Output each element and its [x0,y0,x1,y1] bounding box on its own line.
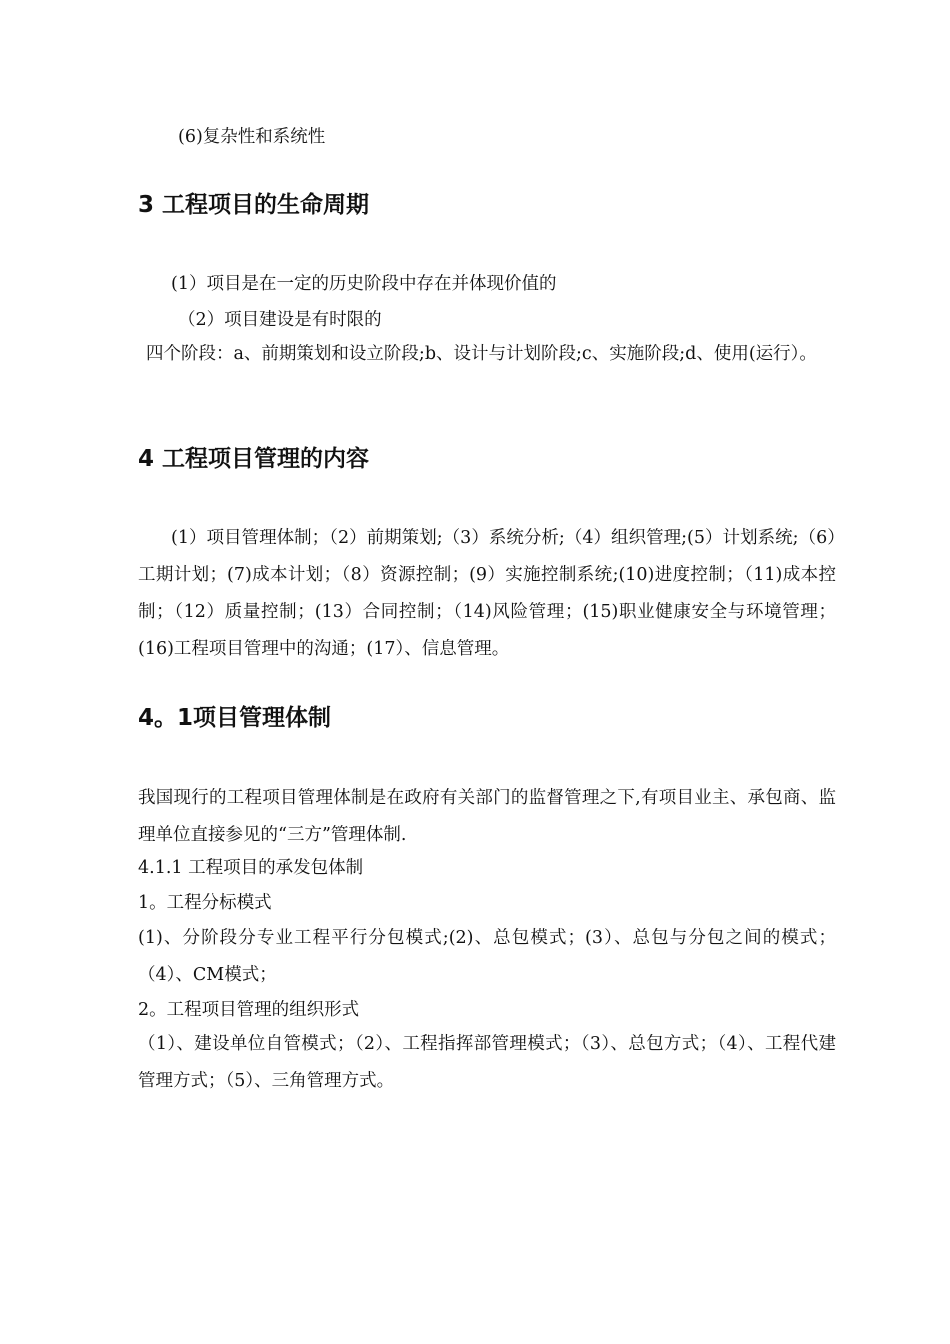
paragraph-management-system: 我国现行的工程项目管理体制是在政府有关部门的监督管理之下,有项目业主、承包商、监理单位直接参见的“三方”管理体制. [138,788,836,845]
list-heading-org-forms: 2。工程项目管理的组织形式 [138,1000,360,1020]
paragraph-bid-modes: (1)、分阶段分专业工程平行分包模式;(2)、总包模式；(3）、总包与分包之间的模式；（4）、CM模式； [138,928,836,985]
heading-section-4: 4 工程项目管理的内容 [138,446,370,472]
paragraph-management-content: (1）项目管理体制；（2）前期策划;（3）系统分析;（4）组织管理;(5）计划系统;（6）工期计划；(7)成本计划；（8）资源控制；(9）实施控制系统;(10)进度控制；（11)成本控制；（12）质量控制；(13）合同控制；（14)风险管理；(15)职业健康安全与环境管理；(16)工程项目管理中的沟通；(17）、信息管理。 [138,528,836,659]
paragraph-complexity: (6)复杂性和系统性 [178,127,326,147]
list-item-2: （2）项目建设是有时限的 [178,310,382,330]
paragraph-four-stages: 四个阶段：a、前期策划和设立阶段;b、设计与计划阶段;c、实施阶段;d、使用(运行）。 [146,344,817,364]
list-item-1: (1）项目是在一定的历史阶段中存在并体现价值的 [171,274,557,294]
subheading-4-1-1: 4.1.1 工程项目的承发包体制 [138,858,364,878]
list-heading-bid-modes: 1。工程分标模式 [138,893,272,913]
paragraph-org-forms: （1）、建设单位自管模式；（2）、工程指挥部管理模式；（3）、总包方式；（4）、工程代建管理方式；（5）、三角管理方式。 [138,1034,836,1091]
heading-section-3: 3 工程项目的生命周期 [138,192,370,218]
heading-section-4-1: 4。1项目管理体制 [138,705,332,731]
